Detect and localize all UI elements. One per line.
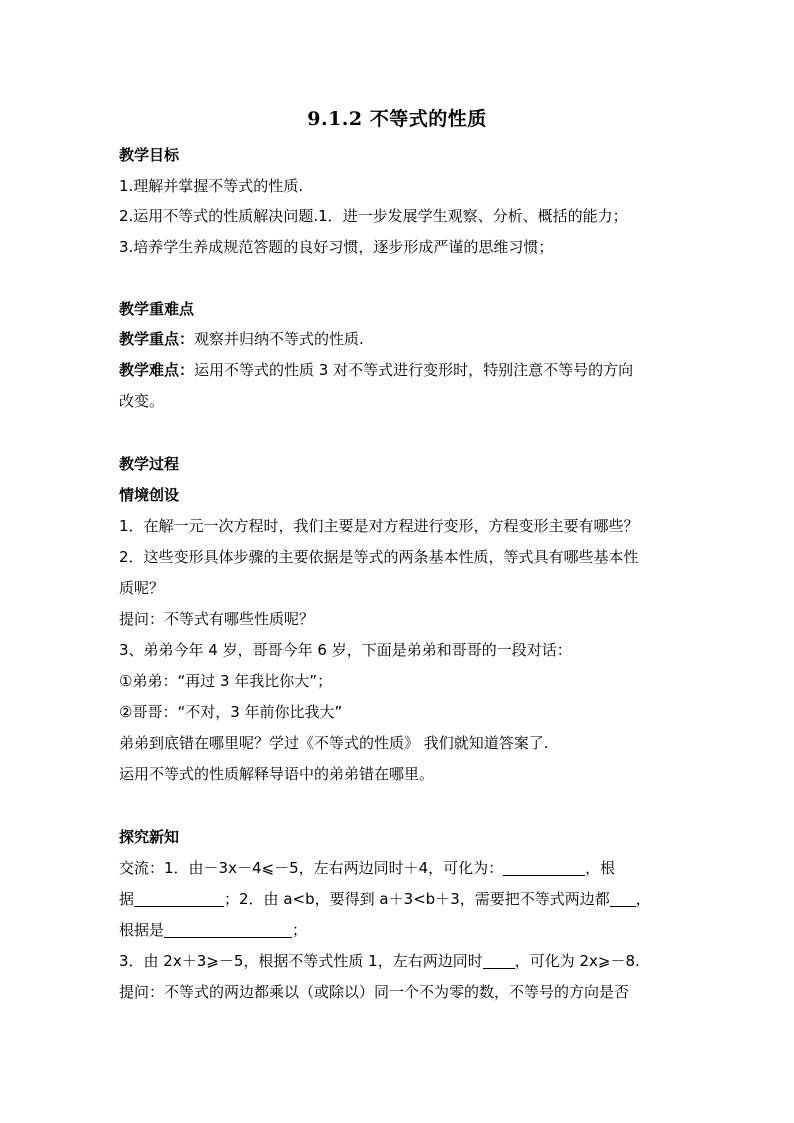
exercise-text: 根据是 [119,921,165,939]
objective-item: 3.培养学生养成规范答题的良好习惯，逐步形成严谨的思维习惯； [119,238,554,256]
exercise-text: ； [292,921,308,939]
exercise-text: 3．由 2x＋3⩾－5，根据不等式性质 1，左右两边同时 [119,952,483,970]
focus-text: 观察并归纳不等式的性质. [194,330,364,348]
process-line: 提问：不等式有哪些性质呢？ [119,610,315,628]
answer-blank[interactable] [503,859,585,876]
process-line: 2．这些变形具体步骤的主要依据是等式的两条基本性质，等式具有哪些基本性 [119,548,639,566]
difficulty-line [119,359,633,381]
exercise-text: ，可化为 2x⩾－8. [514,952,640,970]
process-line: ②哥哥：“不对，3 年前你比我大” [119,703,343,721]
process-subheading: 情境创设 [119,486,180,504]
process-line: ①弟弟：“再过 3 年我比你大”； [119,672,333,690]
difficulty-text-cont: 改变。 [119,392,165,410]
process-line: 1．在解一元一次方程时，我们主要是对方程进行变形，方程变形主要有哪些？ [119,517,639,535]
process-line: 质呢？ [119,579,165,597]
focus-line [119,328,364,350]
process-line: 运用不等式的性质解释导语中的弟弟错在哪里。 [119,765,435,783]
exercise-line [119,950,640,972]
exercise-text: 据 [119,890,135,908]
exercise-line: 提问：不等式的两边都乘以（或除以）同一个不为零的数，不等号的方向是否 [119,983,630,1001]
focus-label: 教学重点： [119,330,195,348]
process-line: 弟弟到底错在哪里呢？学过《不等式的性质》 我们就知道答案了. [119,734,549,752]
exercise-text: ， [635,890,651,908]
process-line: 3、弟弟今年 4 岁，哥哥今年 6 岁，下面是弟弟和哥哥的一段对话： [119,641,572,659]
answer-blank[interactable] [134,890,224,907]
objective-item: 1.理解并掌握不等式的性质. [119,177,304,195]
difficulty-label: 教学难点： [119,361,195,379]
exercise-line [119,857,615,879]
difficulty-text: 运用不等式的性质 3 对不等式进行变形时，特别注意不等号的方向 [194,361,634,379]
page-title: 9.1.2 不等式的性质 [307,108,487,130]
exercise-line [119,888,651,910]
exercise-text: ，根 [585,859,616,877]
exercise-text: ；2．由 a<b，要得到 a＋3<b＋3，需要把不等式两边都 [224,890,610,908]
answer-blank[interactable] [610,890,636,907]
objectives-heading: 教学目标 [119,146,180,164]
process-heading: 教学过程 [119,455,180,473]
exercise-line [119,919,307,941]
explore-heading: 探究新知 [119,828,180,846]
objective-item: 2.运用不等式的性质解决问题.1．进一步发展学生观察、分析、概括的能力； [119,207,628,225]
answer-blank[interactable] [164,921,292,938]
key-points-heading: 教学重难点 [119,300,195,318]
answer-blank[interactable] [483,952,515,969]
exercise-text: 交流：1．由－3x－4⩽－5，左右两边同时＋4，可化为： [119,859,504,877]
